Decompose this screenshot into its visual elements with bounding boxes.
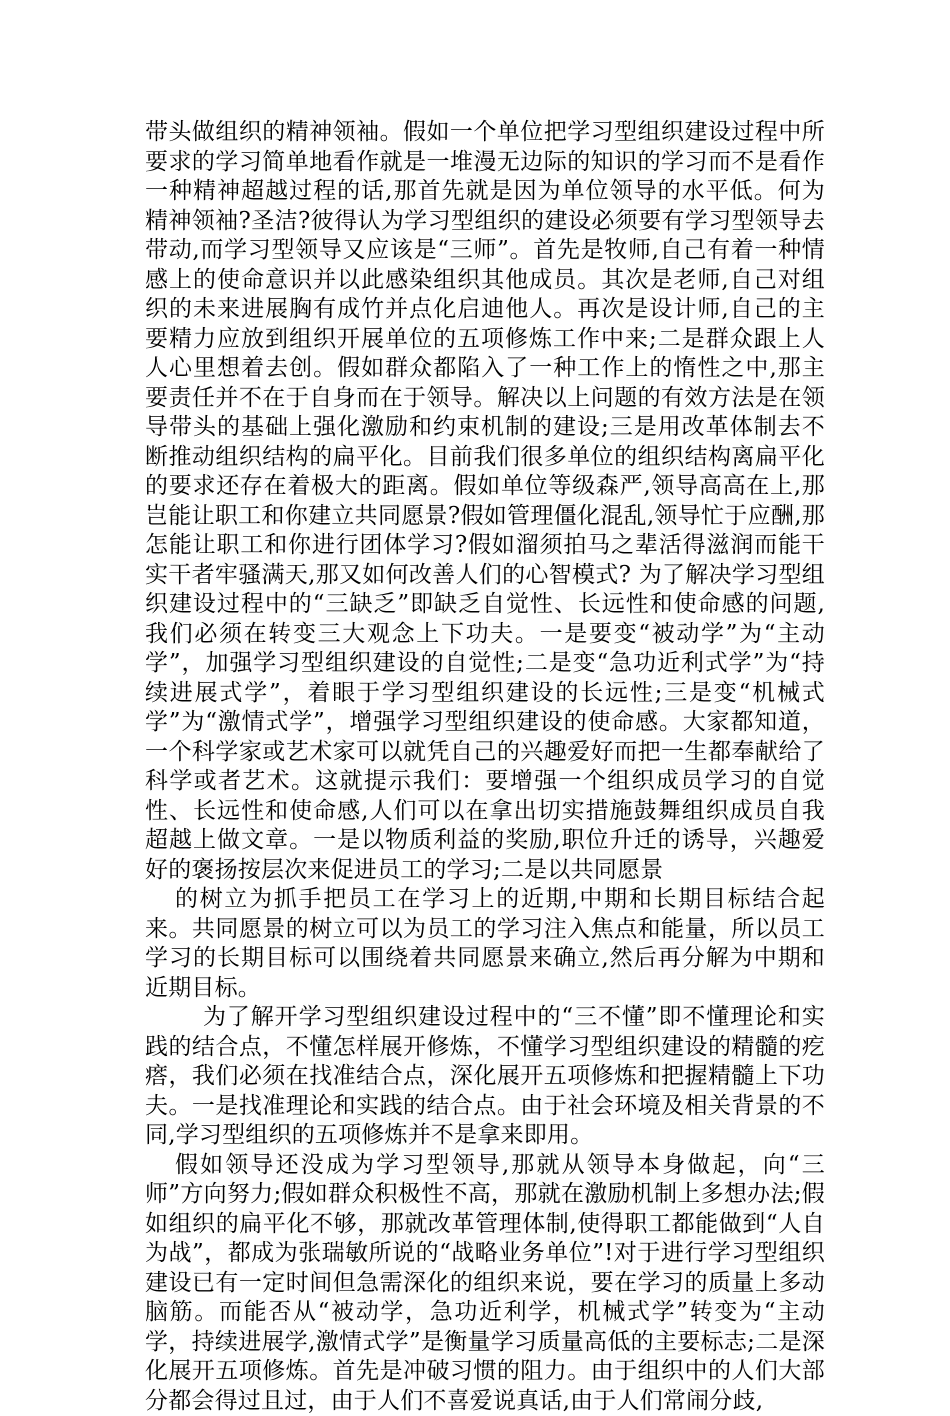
paragraph-1: 带头做组织的精神领袖。假如一个单位把学习型组织建设过程中所要求的学习简单地看作就是一堆漫无边际的知识的学习而不是看作一种精神超越过程的话,那首先就是因为单位领导的水平低。何为精神领袖?圣洁?彼得认为学习型组织的建设必须要有学习型领导去带动,而学习型领导又应该是“三师”。首先是牧师,自己有着一种情感上的使命意识并以此感染组织其他成员。其次是老师,自己对组织的未来进展胸有成竹并点化启迪他人。再次是设计师,自己的主要精力应放到组织开展单位的五项修炼工作中来;二是群众跟上人人心里想着去创。假如群众都陷入了一种工作上的惰性之中,那主要责任并不在于自身而在于领导。解决以上问题的有效方法是在领导带头的基础上强化激励和约束机制的建设;三是用改革体制去不断推动组织结构的扁平化。目前我们很多单位的组织结构离扁平化的要求还存在着极大的距离。假如单位等级森严,领导高高在上,那岂能让职工和你建立共同愿景?假如管理僵化混乱,领导忙于应酬,那怎能让职工和你进行团体学习?假如溜须拍马之辈活得滋润而能干实干者牢骚满天,那又如何改善人们的心智模式? 为了解决学习型组织建设过程中的“三缺乏”即缺乏自觉性、长远性和使命感的问题,我们必须在转变三大观念上下功夫。一是要变“被动学”为“主动学”，加强学习型组织建设的自觉性;二是变“急功近利式学”为“持续进展式学”，着眼于学习型组织建设的长远性;三是变“机械式学”为“激情式学”，增强学习型组织建设的使命感。大家都知道，一个科学家或艺术家可以就凭自己的兴趣爱好而把一生都奉献给了科学或者艺术。这就提示我们：要增强一个组织成员学习的自觉性、长远性和使命感,人们可以在拿出切实措施鼓舞组织成员自我超越上做文章。一是以物质利益的奖励,职位升迁的诱导，兴趣爱好的褒扬按层次来促进员工的学习;二是以共同愿景 (145, 118, 825, 885)
paragraph-4: 假如领导还没成为学习型领导,那就从领导本身做起，向“三师”方向努力;假如群众积极性不高，那就在激励机制上多想办法;假如组织的扁平化不够，那就改革管理体制,使得职工都能做到“人自为战”，都成为张瑞敏所说的“战略业务单位”!对于进行学习型组织建设已有一定时间但急需深化的组织来说，要在学习的质量上多动脑筋。而能否从“被动学，急功近利学，机械式学”转变为“主动学，持续进展学,激情式学”是衡量学习质量高低的主要标志;二是深化展开五项修炼。首先是冲破习惯的阻力。由于组织中的人们大部分都会得过且过，由于人们不喜爱说真话,由于人们常闹分歧, (145, 1151, 825, 1416)
body-text (145, 118, 825, 1416)
paragraph-2: 的树立为抓手把员工在学习上的近期,中期和长期目标结合起来。共同愿景的树立可以为员工的学习注入焦点和能量，所以员工学习的长期目标可以围绕着共同愿景来确立,然后再分解为中期和近期目标。 (145, 885, 825, 1003)
paragraph-3: 为了解开学习型组织建设过程中的“三不懂”即不懂理论和实践的结合点，不懂怎样展开修炼，不懂学习型组织建设的精髓的疙瘩，我们必须在找准结合点，深化展开五项修炼和把握精髓上下功夫。一是找准理论和实践的结合点。由于社会环境及相关背景的不同,学习型组织的五项修炼并不是拿来即用。 (145, 1003, 825, 1151)
